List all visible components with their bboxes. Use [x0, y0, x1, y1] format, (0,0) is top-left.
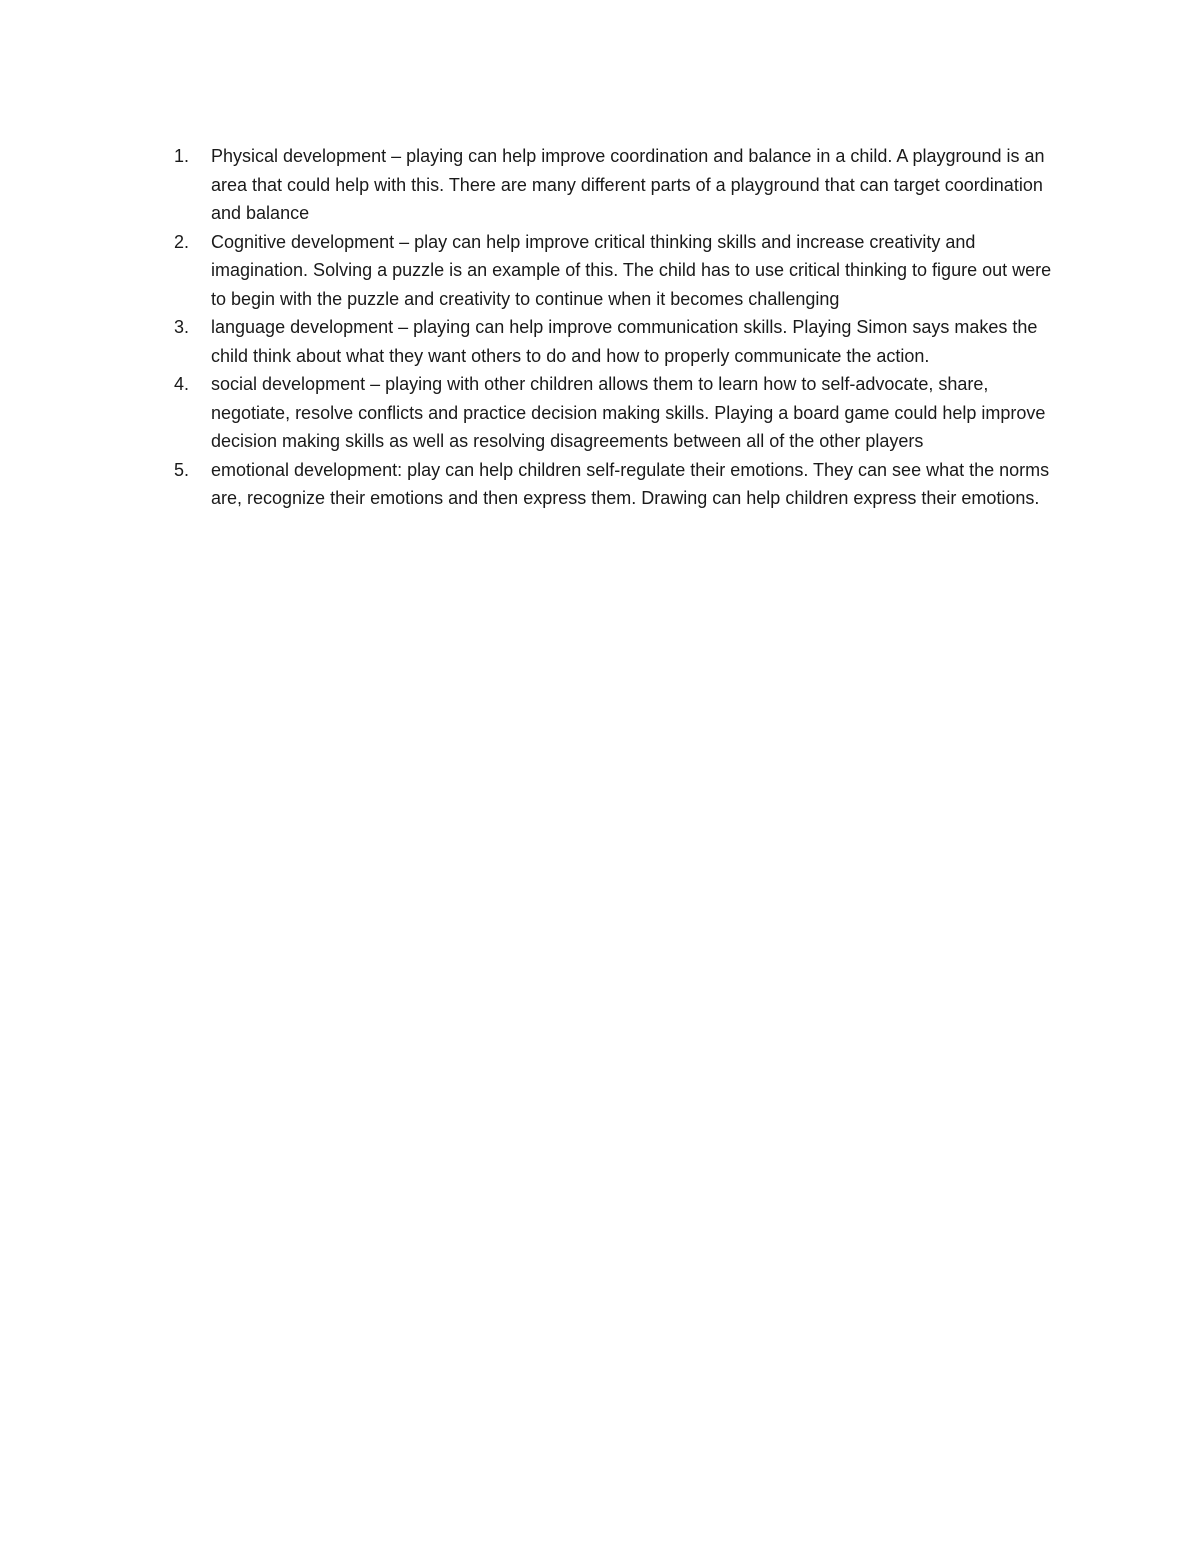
list-item-number: 4.: [174, 374, 190, 394]
list-item: [170, 228, 1070, 314]
list-item-text: emotional development: play can help children self-regulate their emotions. They can see what the norms are, recognize their emotions and then express them. Drawing can help children express their emotions.: [211, 459, 1050, 508]
list-item-text: social development – playing with other children allows them to learn how to self-advocate, share, negotiate, resolve conflicts and practice decision making skills. Playing a board game could help improve decision making skills as well as resolving disagreements between all of the other players: [211, 374, 1046, 451]
list-item-text: Cognitive development – play can help improve critical thinking skills and increase creativity and imagination. Solving a puzzle is an example of this. The child has to use critical thinking to figure out were to begin with the puzzle and creativity to continue when it becomes challenging: [211, 231, 1052, 309]
list-item: [170, 142, 1070, 228]
list-item-number: 2.: [174, 231, 190, 252]
list-item-number: 3.: [174, 317, 190, 337]
list-item: [170, 456, 1070, 513]
list-item-number: 1.: [174, 146, 190, 166]
list-item-number: 5.: [174, 459, 190, 480]
numbered-list: [170, 142, 1070, 513]
list-item-text: language development – playing can help improve communication skills. Playing Simon says makes the child think about what they want others to do and how to properly communicate the action.: [211, 317, 1038, 366]
list-item: [170, 313, 1070, 370]
list-item: [170, 370, 1070, 456]
list-item-text: Physical development – playing can help improve coordination and balance in a child. A playground is an area that could help with this. There are many different parts of a playground that can target coordination and balance: [211, 146, 1045, 223]
